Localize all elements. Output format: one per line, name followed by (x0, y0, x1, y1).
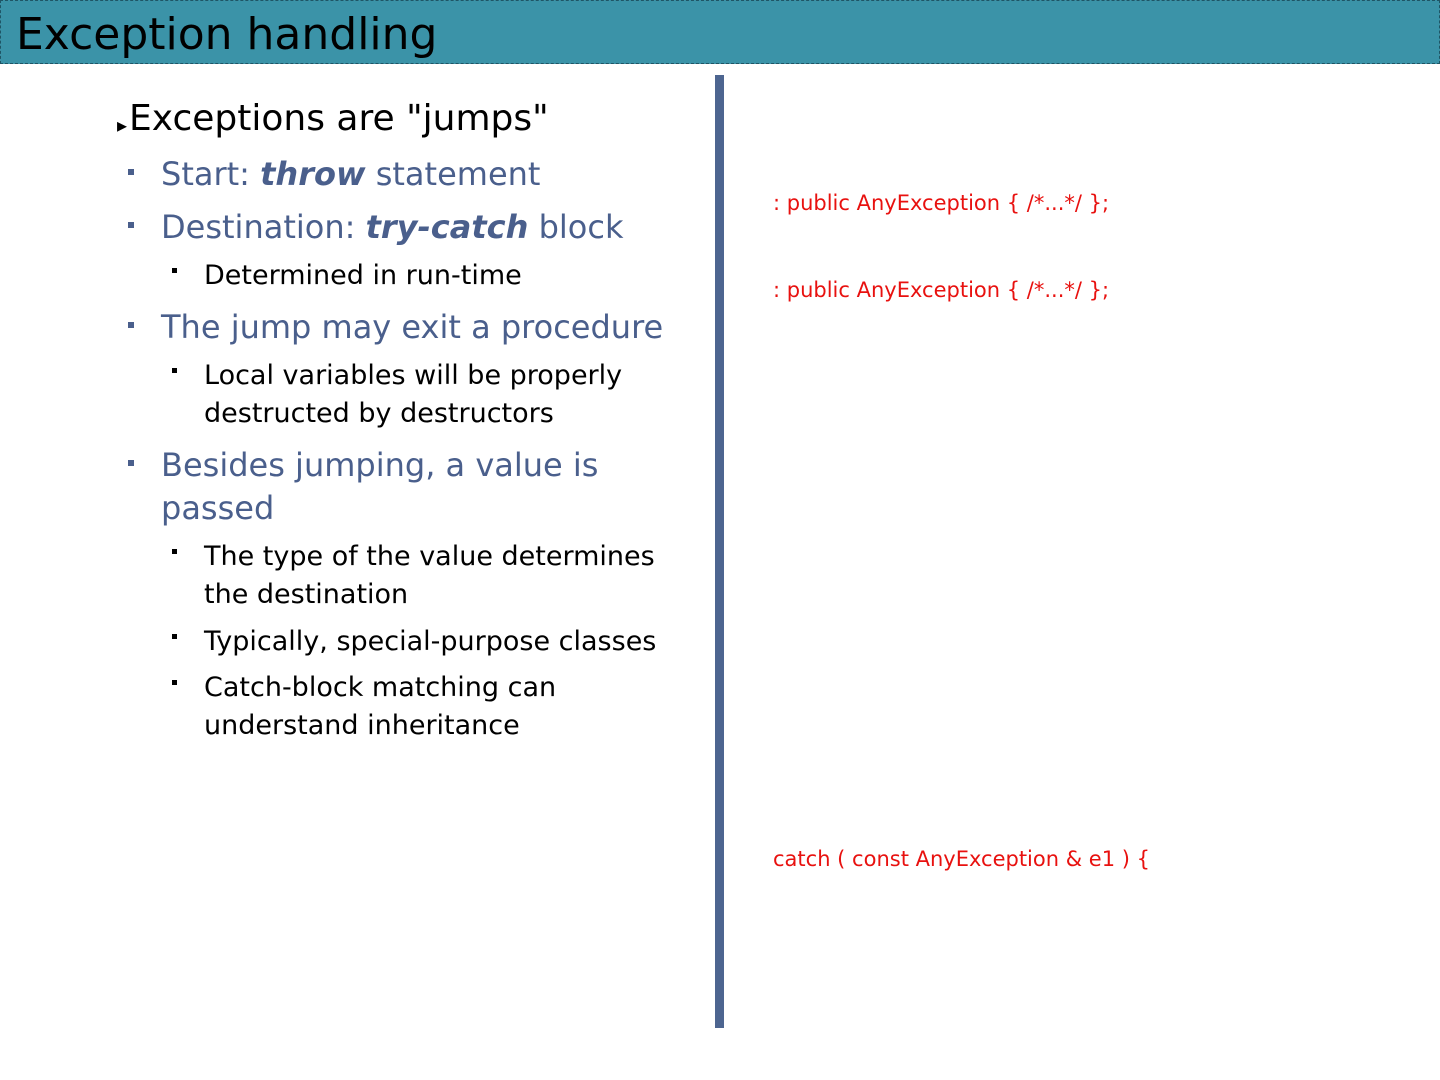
bullet-destination-emph: try-catch (365, 208, 529, 246)
bullet-catch-block: Catch-block matching can understand inheritance (204, 672, 557, 741)
square-bullet-icon (128, 460, 134, 466)
slide-title: Exception handling (16, 9, 438, 60)
square-bullet-icon (172, 680, 177, 685)
square-bullet-icon (128, 222, 134, 228)
bullet-start (161, 153, 701, 196)
square-bullet-icon (172, 268, 177, 273)
bullet-typically: Typically, special-purpose classes (204, 626, 657, 657)
square-bullet-icon (172, 634, 177, 639)
bullet-type-value: The type of the value determines the destination (204, 541, 655, 610)
bullet-destination-label: Destination: (161, 208, 366, 246)
main-heading (117, 97, 549, 147)
bullet-start-label: Start: (161, 155, 261, 193)
bullet-list (0, 0, 715, 1080)
square-bullet-icon (172, 368, 177, 373)
bullet-destination (161, 206, 701, 249)
square-bullet-icon (128, 322, 134, 328)
square-bullet-icon (128, 169, 134, 175)
square-bullet-icon (172, 549, 177, 554)
code-line-3: catch ( const AnyException & e1 ) { (773, 847, 1150, 871)
triangle-bullet-icon: ▸ (117, 113, 128, 137)
bullet-start-emph: throw (260, 155, 366, 193)
code-line-2: : public AnyException { /*...*/ }; (773, 278, 1110, 302)
bullet-determined: Determined in run-time (204, 260, 522, 291)
bullet-jump-exit: The jump may exit a procedure (161, 308, 664, 346)
bullet-start-rest: statement (365, 155, 541, 193)
code-line-1: : public AnyException { /*...*/ }; (773, 191, 1110, 215)
bullet-destination-rest: block (528, 208, 624, 246)
bullet-local-vars: Local variables will be properly destructed by destructors (204, 360, 623, 429)
bullet-besides: Besides jumping, a value is passed (161, 446, 599, 527)
column-divider (715, 75, 724, 1028)
main-heading-text: Exceptions are "jumps" (129, 98, 549, 139)
